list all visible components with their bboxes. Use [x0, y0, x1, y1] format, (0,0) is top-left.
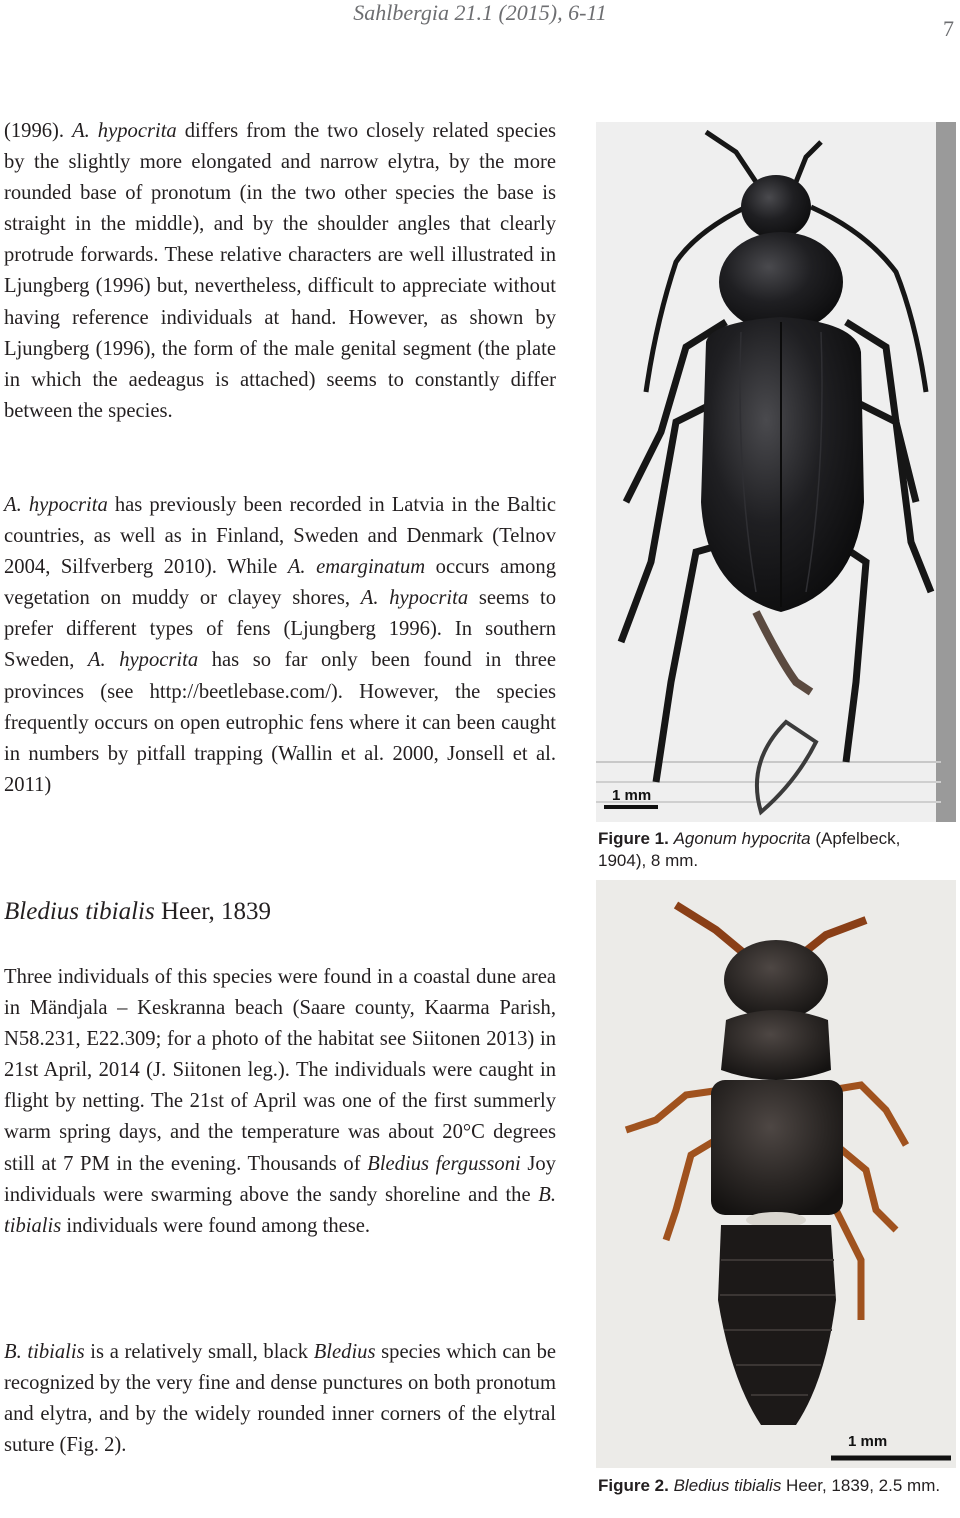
- caption-text: (Apfelbeck, 1904), 8 mm.: [598, 829, 901, 870]
- figure-1-caption: [598, 828, 948, 872]
- text: occurs among vegetation on muddy or clayey shores,: [4, 556, 556, 610]
- section-heading: [4, 895, 271, 929]
- text: species which can be recognized by the very fine and dense punctures on both pronotum and elytra, and by the widely rounded inner corners of the elytral suture (Fig. 2).: [4, 1341, 557, 1457]
- species-name: A. hypocrita: [87, 649, 199, 672]
- caption-species: Agonum hypocrita: [673, 829, 811, 848]
- figure-2-caption: [598, 1475, 948, 1497]
- figure-1-scale: 1 mm: [612, 787, 652, 804]
- heading-author: Heer, 1839: [154, 898, 272, 925]
- text: (1996).: [4, 120, 73, 142]
- text: has so far only been found in three provinces (see http://beetlebase.com/). However, the species frequently occurs on open eutrophic fens where it can been caught in numbers by pitfall trapping (Wallin et al. 2000, Jonsell et al. 2011): [4, 649, 557, 796]
- caption-text: Heer, 1839, 2.5 mm.: [781, 1476, 941, 1495]
- paragraph-4: [4, 1337, 556, 1461]
- ground-beetle-illustration: [596, 122, 956, 822]
- figure-2-scale: 1 mm: [848, 1433, 888, 1450]
- text: Joy individuals were swarming above the sandy shoreline and the: [4, 1152, 556, 1206]
- caption-label: Figure 2.: [598, 1476, 669, 1495]
- rove-beetle-illustration: [596, 880, 956, 1468]
- species-name: A. hypocrita: [360, 587, 469, 610]
- page-number: 7: [943, 16, 954, 41]
- text: is a relatively small, black: [84, 1341, 314, 1363]
- species-name: A. hypocrita: [72, 120, 177, 142]
- text: individuals were found among these.: [61, 1214, 371, 1237]
- species-name: Bledius: [313, 1341, 376, 1363]
- text: differs from the two closely related species by the slightly more elongated and narrow elytra, by the more rounded base of pronotum (in the two other species the base is straight in the middle), and by the shoulder angles that clearly protrude forwards. These relative characters are well illustrated in Ljungberg (1996) but, nevertheless, difficult to appreciate without having reference individuals at hand. However, as shown by Ljungberg (1996), the form of the male genital segment (the plate in which the aedeagus is attached) seems to constantly differ between the species.: [4, 120, 556, 422]
- text: Three individuals of this species were found in a coastal dune area in Mändjala – Keskranna beach (Saare county, Kaarma Parish, N58.231, E22.309; for a photo of the habitat see Siitonen 2013) in 21st April, 2014 (J. Siitonen leg.). The individuals were caught in flight by netting. The 21st of April was one of the first summerly warm spring days, and the temperature was about 20°C degrees still at 7 PM in the evening. Thousands of: [4, 966, 556, 1175]
- species-name: B. tibialis: [4, 1183, 556, 1237]
- text: has previously been recorded in Latvia in the Baltic countries, as well as in Finland, Sweden and Denmark (Telnov 2004, Silfverberg 2010). While: [4, 494, 556, 579]
- caption-species: Bledius tibialis: [673, 1476, 782, 1495]
- species-name: A. emarginatum: [287, 556, 426, 579]
- caption-label: Figure 1.: [598, 829, 669, 848]
- paragraph-3: [4, 962, 556, 1242]
- species-name: A. hypocrita: [4, 494, 108, 516]
- paragraph-2: [4, 490, 556, 801]
- heading-species: Bledius tibialis: [4, 898, 155, 925]
- species-name: B. tibialis: [4, 1341, 85, 1363]
- figure-1-image: [596, 122, 956, 822]
- paragraph-1: [4, 116, 556, 427]
- text: seems to prefer different types of fens (Ljungberg 1996). In southern Sweden,: [4, 587, 556, 672]
- species-name: Bledius fergussoni: [367, 1152, 521, 1175]
- running-head: Sahlbergia 21.1 (2015), 6-11: [353, 0, 607, 25]
- figure-2-image: [596, 880, 956, 1468]
